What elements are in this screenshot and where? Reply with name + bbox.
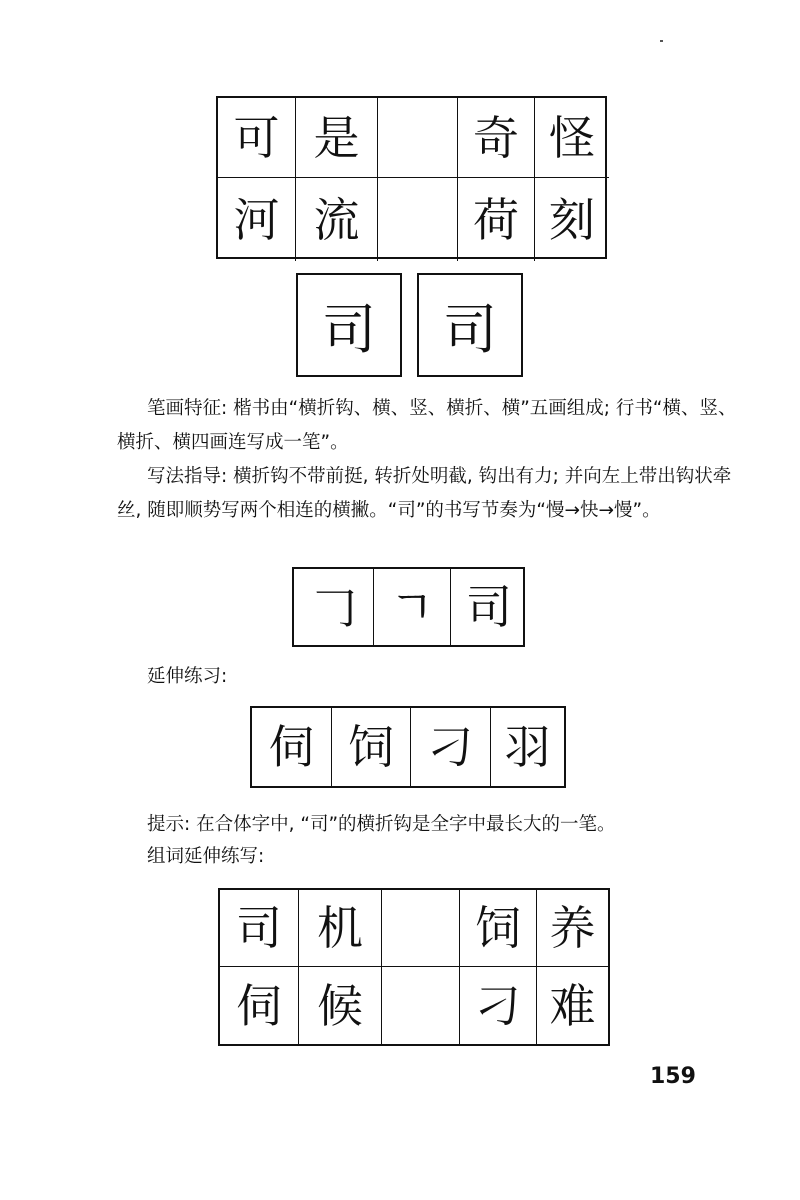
grid-cell: 刁 [460,967,537,1044]
grid-cell: 河 [218,178,296,261]
grid-cell: 奇 [458,98,535,178]
tip-text: 提示: 在合体字中, “司”的横折钩是全字中最长大的一笔。 [147,814,616,835]
stroke-features-paragraph [117,392,737,460]
combo-label: 组词延伸练写: [147,846,265,867]
grid-cell: 养 [537,890,608,967]
grid-cell: 候 [299,967,382,1044]
grid-cell: 饲 [460,890,537,967]
grid-cell: 伺 [220,967,299,1044]
grid-cell: 机 [299,890,382,967]
character-box-regular: 司 [296,273,402,377]
practice-grid-bottom [218,888,610,1046]
stroke-order-grid [292,567,525,647]
writing-guide-text: 写法指导: 横折钩不带前挺, 转折处明截, 钩出有力; 并向左上带出钩状牵丝, 随即顺势写两个相连的横撇。“司”的书写节奏为“慢→快→慢”。 [117,466,732,521]
extension-grid [250,706,566,788]
grid-cell: 难 [549,978,596,1033]
page-number: 159 [650,1064,696,1089]
stroke-step-cell: 司 [466,580,512,634]
grid-cell: 怪 [535,98,609,178]
extension-cell: 饲 [332,708,411,786]
grid-cell [378,98,458,178]
grid-cell [382,967,460,1044]
stroke-step-cell: 𠃌 [294,569,374,645]
extension-label: 延伸练习: [147,666,228,687]
character-box-running: 司 [417,273,523,377]
extension-cell: 伺 [252,708,332,786]
scan-speck [660,40,663,42]
grid-cell: 刻 [549,192,595,247]
grid-cell: 司 [220,890,299,967]
writing-guide-paragraph [117,460,737,528]
grid-cell: 流 [296,178,378,261]
extension-cell: 刁 [411,708,491,786]
stroke-step-cell: ㄱ [374,569,451,645]
practice-grid-top [216,96,607,259]
grid-cell [382,890,460,967]
grid-cell: 是 [296,98,378,178]
grid-cell: 荷 [458,178,535,261]
grid-cell [378,178,458,261]
extension-cell: 羽 [504,720,551,774]
grid-cell: 可 [218,98,296,178]
stroke-features-text: 笔画特征: 楷书由“横折钩、横、竖、横折、横”五画组成; 行书“横、竖、横折、横四画连写成一笔”。 [117,398,737,453]
